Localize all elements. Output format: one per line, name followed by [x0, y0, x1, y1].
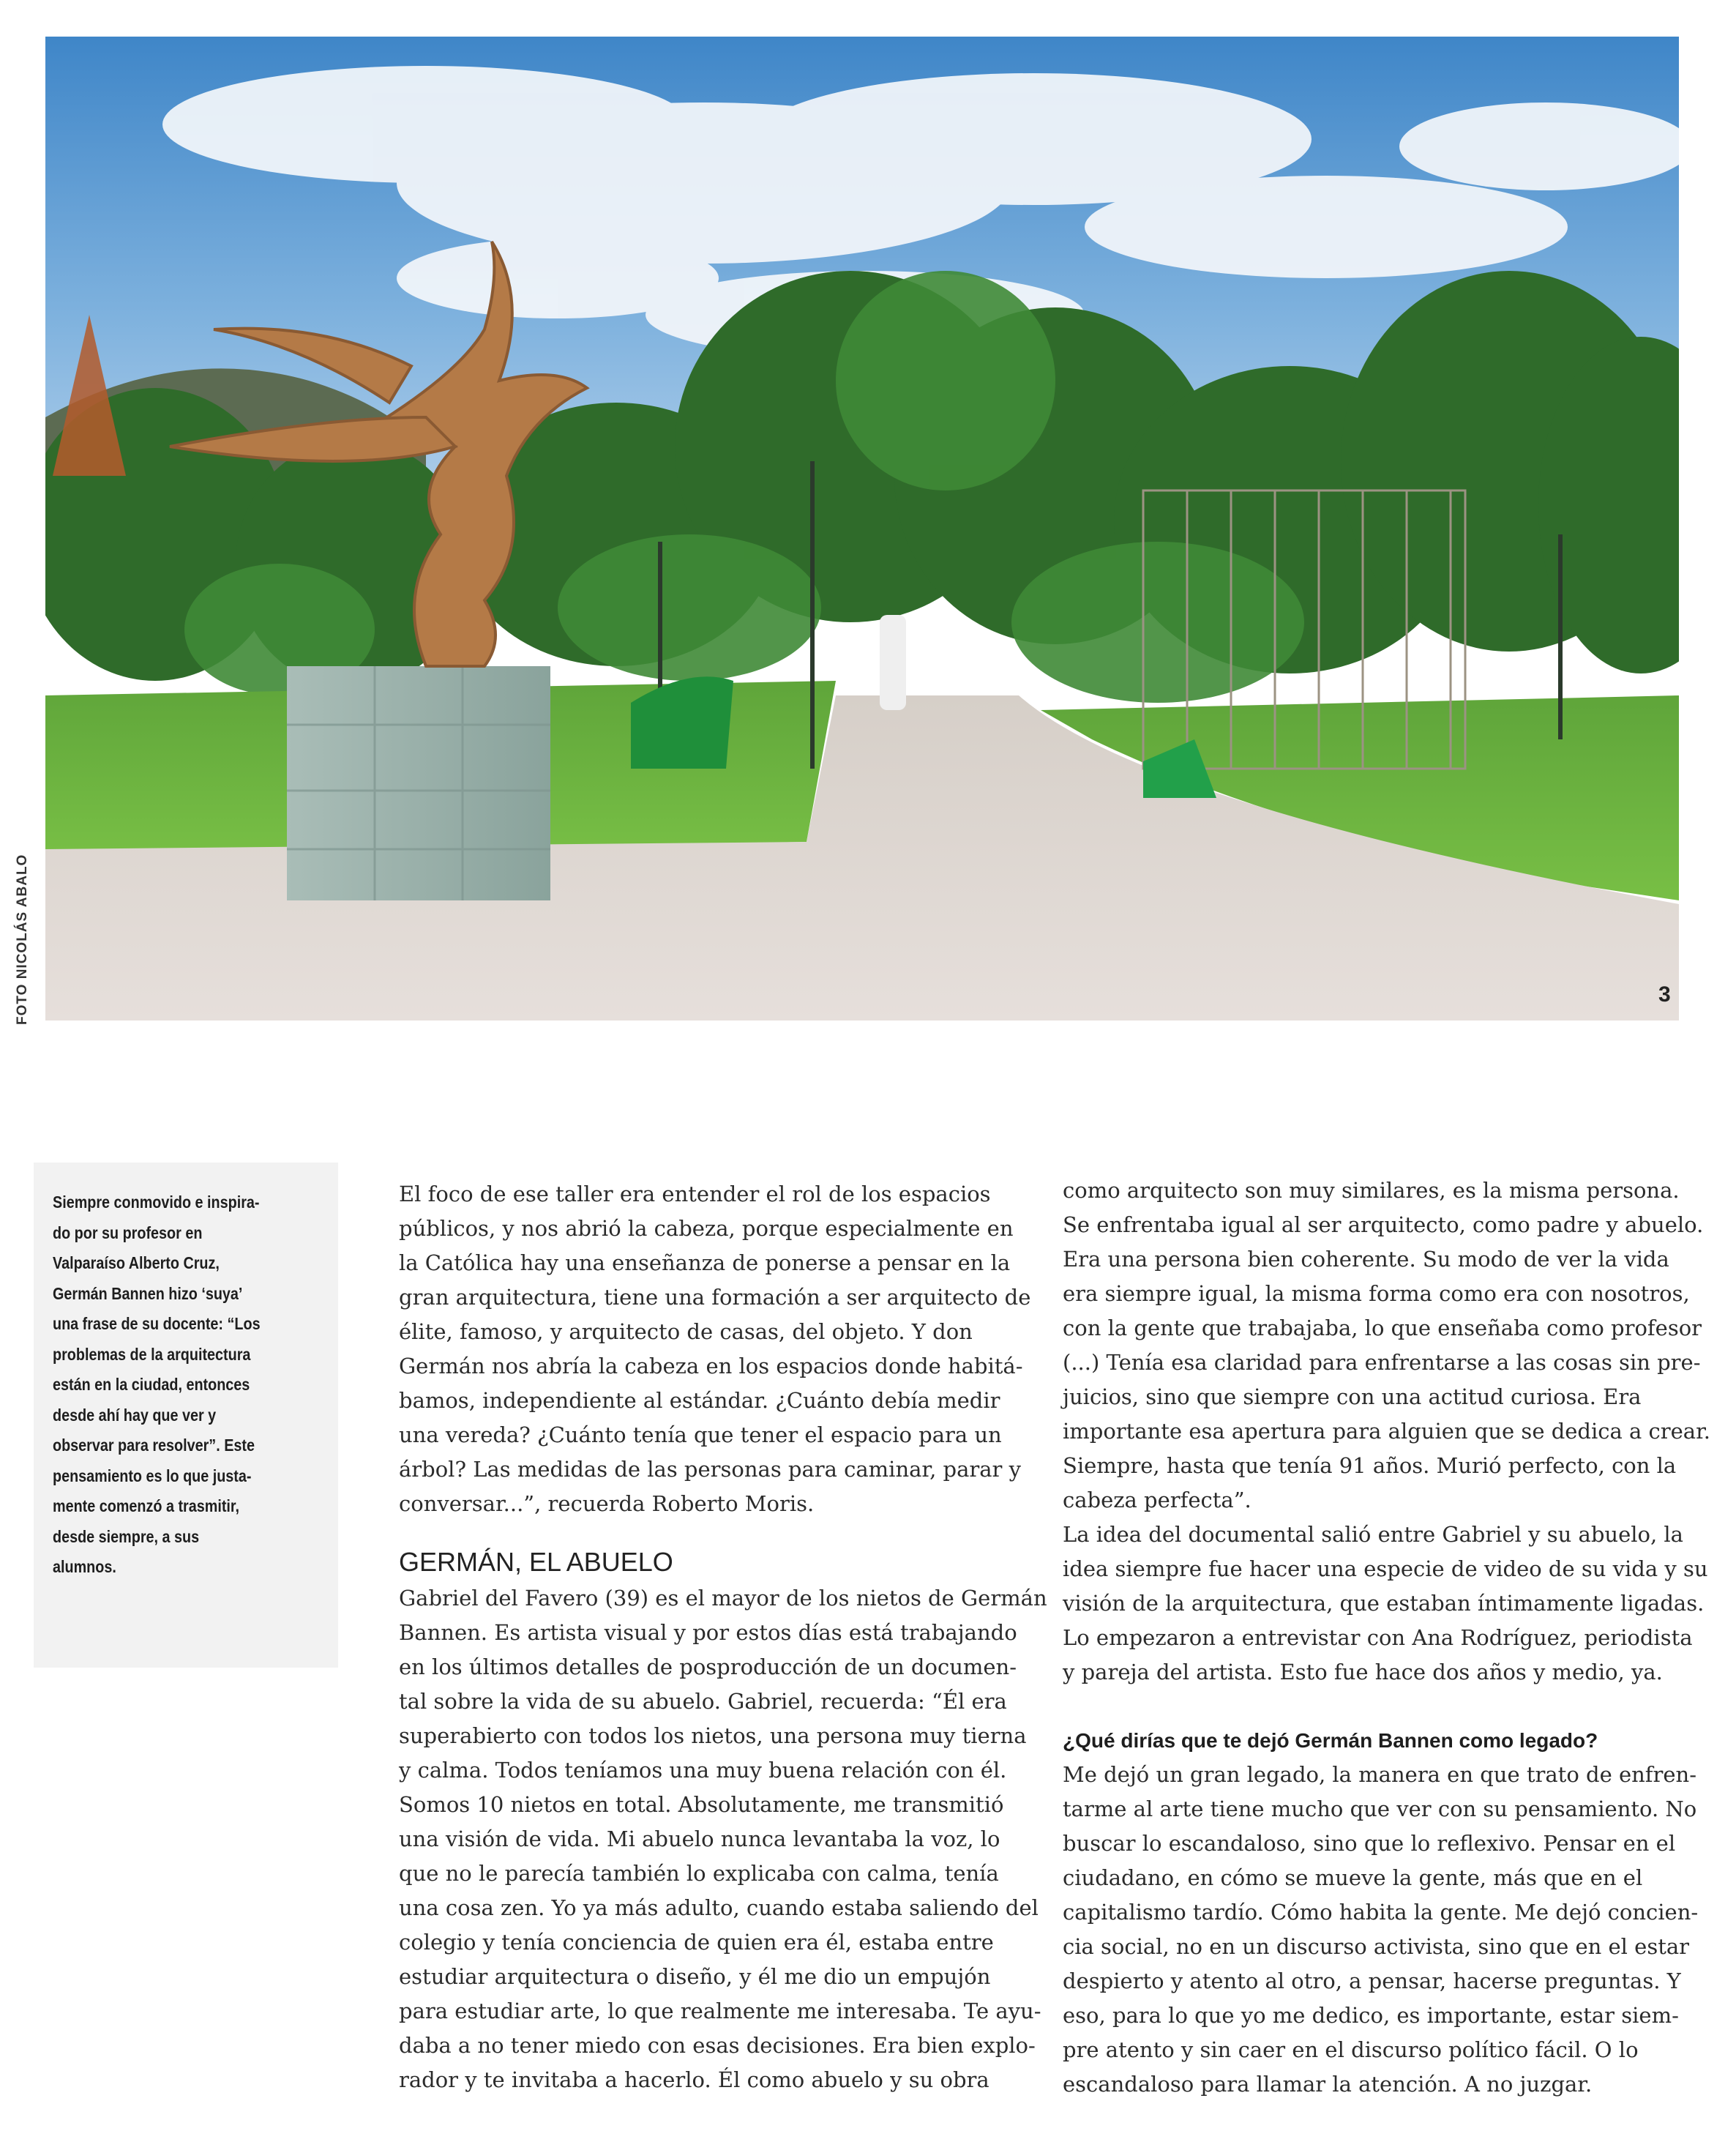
sidebar-line: do por su profesor en [53, 1223, 203, 1242]
body-line: ciudadano, en cómo se mueve la gente, más que en el [1063, 1865, 1643, 1890]
body-line: Era una persona bien coherente. Su modo de ver la vida [1063, 1247, 1669, 1272]
body-line: La idea del documental salió entre Gabriel y su abuelo, la [1063, 1522, 1683, 1547]
body-line: una cosa zen. Yo ya más adulto, cuando estaba saliendo del [399, 1895, 1039, 1920]
body-line: en los últimos detalles de posproducción de un documen- [399, 1654, 1017, 1679]
body-line: cabeza perfecta”. [1063, 1488, 1252, 1512]
body-line: públicos, y nos abrió la cabeza, porque especialmente en [399, 1216, 1014, 1241]
body-line: Somos 10 nietos en total. Absolutamente, me transmitió [399, 1792, 1004, 1817]
article-column-left [399, 1177, 1047, 2097]
sidebar-line: Valparaíso Alberto Cruz, [53, 1253, 220, 1272]
body-line: tarme al arte tiene mucho que ver con su pensamiento. No [1063, 1796, 1697, 1821]
sidebar-line: están en la ciudad, entonces [53, 1375, 250, 1394]
body-line: visión de la arquitectura, que estaban íntimamente ligadas. [1063, 1591, 1705, 1616]
sidebar-line: alumnos. [53, 1557, 116, 1576]
body-line: Bannen. Es artista visual y por estos días está trabajando [399, 1620, 1017, 1645]
sidebar-line: una frase de su docente: “Los [53, 1314, 261, 1333]
sidebar-line: problemas de la arquitectura [53, 1344, 251, 1364]
body-line: una visión de vida. Mi abuelo nunca levantaba la voz, lo [399, 1826, 1000, 1851]
body-line: Se enfrentaba igual al ser arquitecto, como padre y abuelo. [1063, 1212, 1704, 1237]
body-line: daba a no tener miedo con esas decisiones. Era bien explo- [399, 2033, 1036, 2058]
body-line: despierto y atento al otro, a pensar, hacerse preguntas. Y [1063, 1969, 1681, 1993]
body-line: pre atento y sin caer en el discurso político fácil. O lo [1063, 2037, 1639, 2062]
section-heading: GERMÁN, EL ABUELO [399, 1547, 673, 1577]
body-line: capitalismo tardío. Cómo habita la gente. Me dejó concien- [1063, 1900, 1699, 1925]
body-line: Germán nos abría la cabeza en los espacios donde habitá- [399, 1354, 1023, 1378]
sidebar-quote [53, 1187, 280, 1583]
body-line: (...) Tenía esa claridad para enfrentarse a las cosas sin pre- [1063, 1350, 1701, 1375]
body-line: eso, para lo que yo me dedico, es importante, estar siem- [1063, 2003, 1679, 2028]
body-line: una vereda? ¿Cuánto tenía que tener el espacio para un [399, 1422, 1002, 1447]
body-line: rador y te invitaba a hacerlo. Él como abuelo y su obra [399, 2067, 989, 2092]
body-line: con la gente que trabajaba, lo que enseñaba como profesor [1063, 1316, 1702, 1340]
body-line: Lo empezaron a entrevistar con Ana Rodríguez, periodista [1063, 1625, 1693, 1650]
body-line: élite, famoso, y arquitecto de casas, del objeto. Y don [399, 1319, 973, 1344]
body-line: y calma. Todos teníamos una muy buena relación con él. [399, 1758, 1007, 1783]
body-line: buscar lo escandaloso, sino que lo reflexivo. Pensar en el [1063, 1831, 1676, 1856]
body-line: superabierto con todos los nietos, una persona muy tierna [399, 1723, 1027, 1748]
interview-question: ¿Qué dirías que te dejó Germán Bannen como legado? [1063, 1729, 1598, 1752]
article-column-right [1063, 1173, 1710, 2102]
body-line: El foco de ese taller era entender el rol de los espacios [399, 1182, 991, 1206]
body-line: tal sobre la vida de su abuelo. Gabriel, recuerda: “Él era [399, 1689, 1007, 1714]
sidebar-line: desde ahí hay que ver y [53, 1405, 217, 1425]
body-line: Siempre, hasta que tenía 91 años. Murió perfecto, con la [1063, 1453, 1677, 1478]
body-line: estudiar arquitectura o diseño, y él me dio un empujón [399, 1964, 991, 1989]
photo-credit: FOTO NICOLÁS ABALO [15, 854, 30, 1025]
sidebar-line: mente comenzó a trasmitir, [53, 1496, 240, 1515]
sidebar-box [34, 1163, 338, 1668]
body-line: cia social, no en un discurso activista, sino que en el estar [1063, 1934, 1690, 1959]
sidebar-line: desde siempre, a sus [53, 1526, 200, 1546]
body-line: conversar...”, recuerda Roberto Moris. [399, 1491, 815, 1516]
body-line: Me dejó un gran legado, la manera en que trato de enfren- [1063, 1762, 1697, 1787]
park-photo-illustration [45, 37, 1679, 1020]
body-line: como arquitecto son muy similares, es la misma persona. [1063, 1178, 1680, 1203]
park-sculpture-photo [45, 37, 1679, 1020]
body-line: era siempre igual, la misma forma como era con nosotros, [1063, 1281, 1690, 1306]
body-line: árbol? Las medidas de las personas para caminar, parar y [399, 1457, 1022, 1482]
body-line: juicios, sino que siempre con una actitud curiosa. Era [1063, 1384, 1642, 1409]
body-line: que no le parecía también lo explicaba con calma, tenía [399, 1861, 999, 1886]
body-line: la Católica hay una enseñanza de ponerse a pensar en la [399, 1250, 1011, 1275]
sidebar-line: observar para resolver”. Este [53, 1436, 255, 1455]
sidebar-line: pensamiento es lo que justa- [53, 1466, 252, 1485]
body-line: colegio y tenía conciencia de quien era él, estaba entre [399, 1930, 994, 1955]
photo-number: 3 [1658, 982, 1671, 1007]
body-line: escandaloso para llamar la atención. A no juzgar. [1063, 2072, 1593, 2097]
sidebar-line: Siempre conmovido e inspira- [53, 1193, 260, 1212]
body-line: y pareja del artista. Esto fue hace dos años y medio, ya. [1063, 1660, 1663, 1684]
body-line: bamos, independiente al estándar. ¿Cuánto debía medir [399, 1388, 1000, 1413]
body-line: importante esa apertura para alguien que se dedica a crear. [1063, 1419, 1710, 1444]
body-line: Gabriel del Favero (39) es el mayor de los nietos de Germán [399, 1586, 1047, 1611]
sidebar-line: Germán Bannen hizo ‘suya’ [53, 1283, 243, 1303]
body-line: idea siempre fue hacer una especie de video de su vida y su [1063, 1556, 1708, 1581]
body-line: gran arquitectura, tiene una formación a ser arquitecto de [399, 1285, 1031, 1310]
body-line: para estudiar arte, lo que realmente me interesaba. Te ayu- [399, 1999, 1041, 2023]
